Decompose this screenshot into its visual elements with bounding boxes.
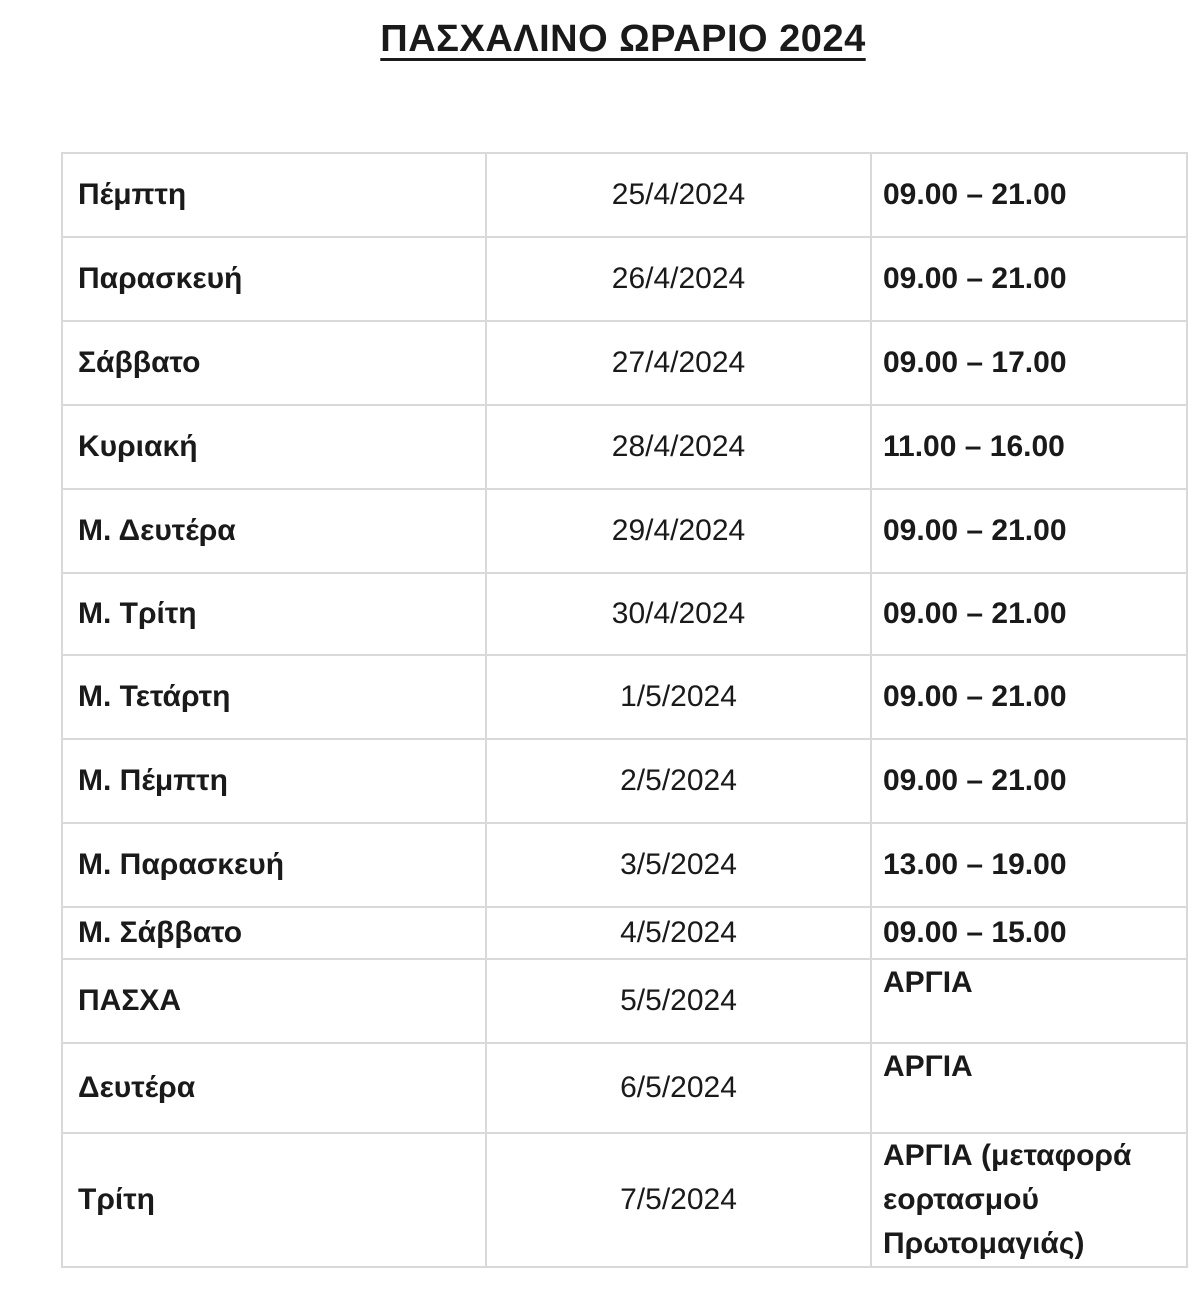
date-cell: 28/4/2024 bbox=[486, 405, 871, 489]
hours-cell: ΑΡΓΙΑ bbox=[871, 1043, 1187, 1133]
date-cell: 29/4/2024 bbox=[486, 489, 871, 573]
hours-cell: 13.00 – 19.00 bbox=[871, 823, 1187, 907]
date-cell: 30/4/2024 bbox=[486, 573, 871, 655]
date-cell: 5/5/2024 bbox=[486, 959, 871, 1043]
hours-cell: 09.00 – 21.00 bbox=[871, 489, 1187, 573]
hours-cell: 09.00 – 15.00 bbox=[871, 907, 1187, 959]
day-cell: Σάββατο bbox=[62, 321, 486, 405]
hours-line: Πρωτομαγιάς) bbox=[883, 1227, 1085, 1260]
table-row bbox=[62, 405, 1187, 489]
day-cell: ΠΑΣΧΑ bbox=[62, 959, 486, 1043]
date-cell: 3/5/2024 bbox=[486, 823, 871, 907]
hours-cell: 11.00 – 16.00 bbox=[871, 405, 1187, 489]
date-cell: 6/5/2024 bbox=[486, 1043, 871, 1133]
date-cell: 4/5/2024 bbox=[486, 907, 871, 959]
day-cell: Τρίτη bbox=[62, 1133, 486, 1267]
date-cell: 2/5/2024 bbox=[486, 739, 871, 823]
schedule-table bbox=[61, 152, 1188, 1268]
hours-cell: 09.00 – 21.00 bbox=[871, 573, 1187, 655]
table-row bbox=[62, 489, 1187, 573]
date-cell: 1/5/2024 bbox=[486, 655, 871, 739]
table-row bbox=[62, 823, 1187, 907]
table-row bbox=[62, 237, 1187, 321]
table-row bbox=[62, 1043, 1187, 1133]
table-row bbox=[62, 959, 1187, 1043]
hours-cell: 09.00 – 17.00 bbox=[871, 321, 1187, 405]
hours-line: εορτασμού bbox=[883, 1183, 1039, 1216]
day-cell: Μ. Τρίτη bbox=[62, 573, 486, 655]
table-row bbox=[62, 739, 1187, 823]
hours-line: ΑΡΓΙΑ (μεταφορά bbox=[883, 1139, 1132, 1172]
day-cell: Μ. Τετάρτη bbox=[62, 655, 486, 739]
table-row bbox=[62, 907, 1187, 959]
table-row bbox=[62, 1133, 1187, 1267]
date-cell: 7/5/2024 bbox=[486, 1133, 871, 1267]
date-cell: 26/4/2024 bbox=[486, 237, 871, 321]
day-cell: Κυριακή bbox=[62, 405, 486, 489]
date-cell: 27/4/2024 bbox=[486, 321, 871, 405]
table-row bbox=[62, 321, 1187, 405]
page-title-text: ΠΑΣΧΑΛΙΝΟ ΩΡΑΡΙΟ 2024 bbox=[380, 18, 866, 60]
day-cell: Πέμπτη bbox=[62, 153, 486, 237]
hours-cell: 09.00 – 21.00 bbox=[871, 237, 1187, 321]
hours-cell: 09.00 – 21.00 bbox=[871, 153, 1187, 237]
hours-cell: 09.00 – 21.00 bbox=[871, 655, 1187, 739]
table-row bbox=[62, 573, 1187, 655]
day-cell: Μ. Σάββατο bbox=[62, 907, 486, 959]
hours-cell: ΑΡΓΙΑ bbox=[871, 959, 1187, 1043]
day-cell: Μ. Παρασκευή bbox=[62, 823, 486, 907]
date-cell: 25/4/2024 bbox=[486, 153, 871, 237]
table-row bbox=[62, 655, 1187, 739]
table-row bbox=[62, 153, 1187, 237]
hours-cell bbox=[871, 1133, 1187, 1267]
day-cell: Δευτέρα bbox=[62, 1043, 486, 1133]
day-cell: Μ. Πέμπτη bbox=[62, 739, 486, 823]
day-cell: Παρασκευή bbox=[62, 237, 486, 321]
page-title bbox=[0, 18, 1200, 61]
day-cell: Μ. Δευτέρα bbox=[62, 489, 486, 573]
hours-cell: 09.00 – 21.00 bbox=[871, 739, 1187, 823]
